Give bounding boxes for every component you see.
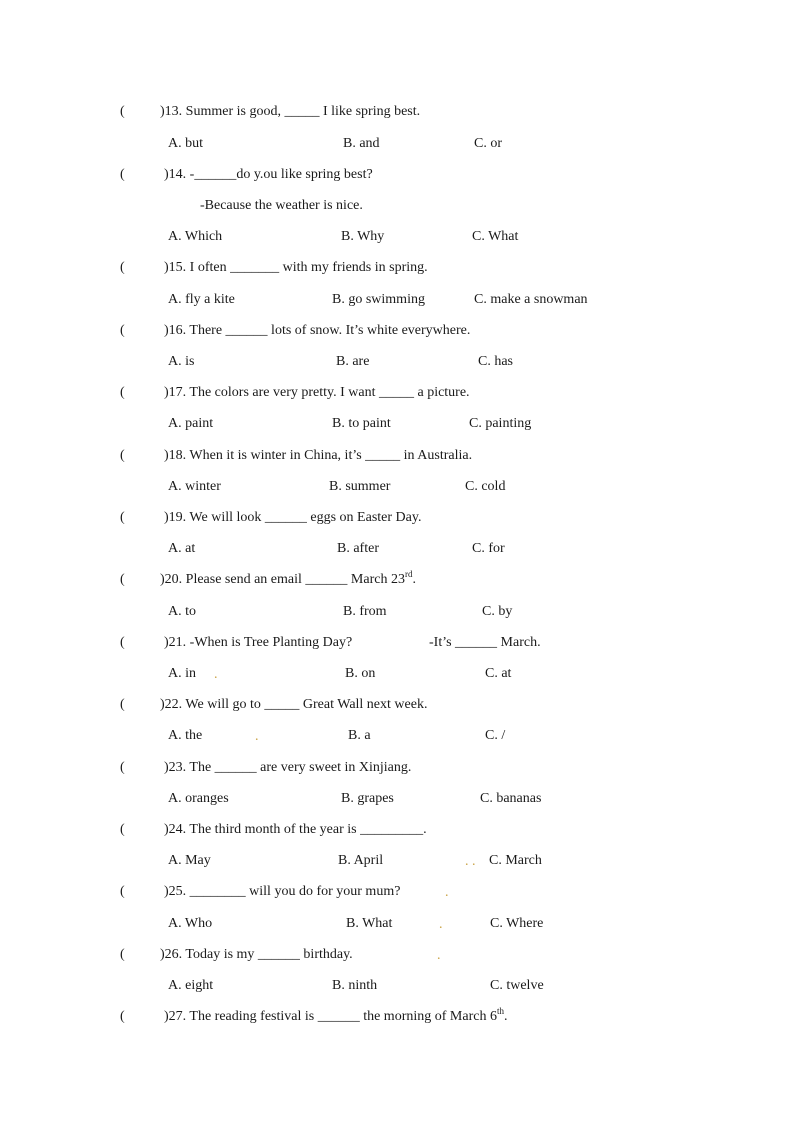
option-25-b: B. What (346, 916, 393, 931)
paren-17: ( (120, 385, 125, 400)
stray-mark: . (445, 885, 449, 900)
option-24-a: A. May (168, 853, 211, 868)
option-25-c: C. Where (490, 916, 544, 931)
option-19-a: A. at (168, 541, 196, 556)
question-26: )26. Today is my ______ birthday. (160, 947, 353, 962)
option-14-b: B. Why (341, 229, 385, 244)
paren-26: ( (120, 947, 125, 962)
stray-mark: . (255, 729, 259, 744)
option-17-c: C. painting (469, 416, 532, 431)
option-20-a: A. to (168, 604, 196, 619)
option-21-b: B. on (345, 666, 376, 681)
question-14-reply: -Because the weather is nice. (200, 198, 363, 213)
option-22-b: B. a (348, 728, 371, 743)
stray-mark: . (437, 948, 441, 963)
question-21-reply: -It’s ______ March. (429, 635, 541, 650)
question-24-text: )24. The third month of the year is _____ (164, 822, 396, 837)
option-14-c: C. What (472, 229, 519, 244)
question-19: )19. We will look ______ eggs on Easter Day. (164, 510, 422, 525)
option-18-c: C. cold (465, 479, 506, 494)
option-23-c: C. bananas (480, 791, 542, 806)
paren-22: ( (120, 697, 125, 712)
option-15-a: A. fly a kite (168, 292, 235, 307)
paren-27: ( (120, 1009, 125, 1024)
question-27-sup: th (496, 1006, 504, 1016)
option-20-b: B. from (343, 604, 387, 619)
question-17: )17. The colors are very pretty. I want _____ a picture. (164, 385, 470, 400)
paren-20: ( (120, 572, 125, 587)
stray-mark: . . (465, 854, 476, 869)
option-19-b: B. after (337, 541, 379, 556)
question-16: )16. There ______ lots of snow. It’s white everywhere. (164, 323, 471, 338)
question-18: )18. When it is winter in China, it’s _____ in Australia. (164, 448, 473, 463)
option-22-c: C. / (485, 728, 506, 743)
question-21: )21. -When is Tree Planting Day? (164, 635, 353, 650)
option-16-a: A. is (168, 354, 195, 369)
option-21-c: C. at (485, 666, 512, 681)
question-14: )14. -______do y.ou like spring best? (164, 167, 373, 182)
question-15: )15. I often _______ with my friends in spring. (164, 260, 428, 275)
question-22: )22. We will go to _____ Great Wall next week. (160, 697, 428, 712)
option-20-c: C. by (482, 604, 513, 619)
paren-14: ( (120, 167, 125, 182)
question-20-text: )20. Please send an email ______ March 23 (160, 572, 405, 587)
option-24-b: B. April (338, 853, 384, 868)
option-25-a: A. Who (168, 916, 213, 931)
paren-19: ( (120, 510, 125, 525)
option-13-c: C. or (474, 136, 502, 151)
question-27-tail: . (503, 1009, 508, 1024)
option-19-c: C. for (472, 541, 505, 556)
option-21-a: A. in (168, 666, 196, 681)
option-15-c: C. make a snowman (474, 292, 588, 307)
option-26-c: C. twelve (490, 978, 544, 993)
option-16-b: B. are (336, 354, 370, 369)
option-18-a: A. winter (168, 479, 221, 494)
option-17-b: B. to paint (332, 416, 391, 431)
option-13-a: A. but (168, 136, 203, 151)
question-23: )23. The ______ are very sweet in Xinjiang. (164, 760, 412, 775)
option-13-b: B. and (343, 136, 380, 151)
question-27-text: )27. The reading festival is ______ the morning of March 6 (164, 1009, 497, 1024)
option-26-b: B. ninth (332, 978, 378, 993)
question-24-tail: ____. (395, 822, 427, 837)
option-23-a: A. oranges (168, 791, 229, 806)
option-23-b: B. grapes (341, 791, 394, 806)
question-13: )13. Summer is good, _____ I like spring best. (160, 104, 421, 119)
question-20-tail: . (412, 572, 416, 587)
stray-mark: . (439, 917, 443, 932)
paren-16: ( (120, 323, 125, 338)
question-20 (160, 571, 416, 589)
question-25: )25. ________ will you do for your mum? (164, 884, 401, 899)
option-22-a: A. the (168, 728, 203, 743)
option-15-b: B. go swimming (332, 292, 425, 307)
paren-21: ( (120, 635, 125, 650)
option-14-a: A. Which (168, 229, 223, 244)
option-24-c: C. March (489, 853, 542, 868)
option-16-c: C. has (478, 354, 513, 369)
question-27 (164, 1008, 507, 1026)
paren-15: ( (120, 260, 125, 275)
stray-mark: . (214, 667, 218, 682)
question-20-sup: rd (404, 569, 413, 579)
paren-18: ( (120, 448, 125, 463)
paren-24: ( (120, 822, 125, 837)
option-26-a: A. eight (168, 978, 214, 993)
option-18-b: B. summer (329, 479, 391, 494)
paren-25: ( (120, 884, 125, 899)
question-24 (164, 821, 427, 839)
option-17-a: A. paint (168, 416, 214, 431)
paren-13: ( (120, 104, 125, 119)
paren-23: ( (120, 760, 125, 775)
